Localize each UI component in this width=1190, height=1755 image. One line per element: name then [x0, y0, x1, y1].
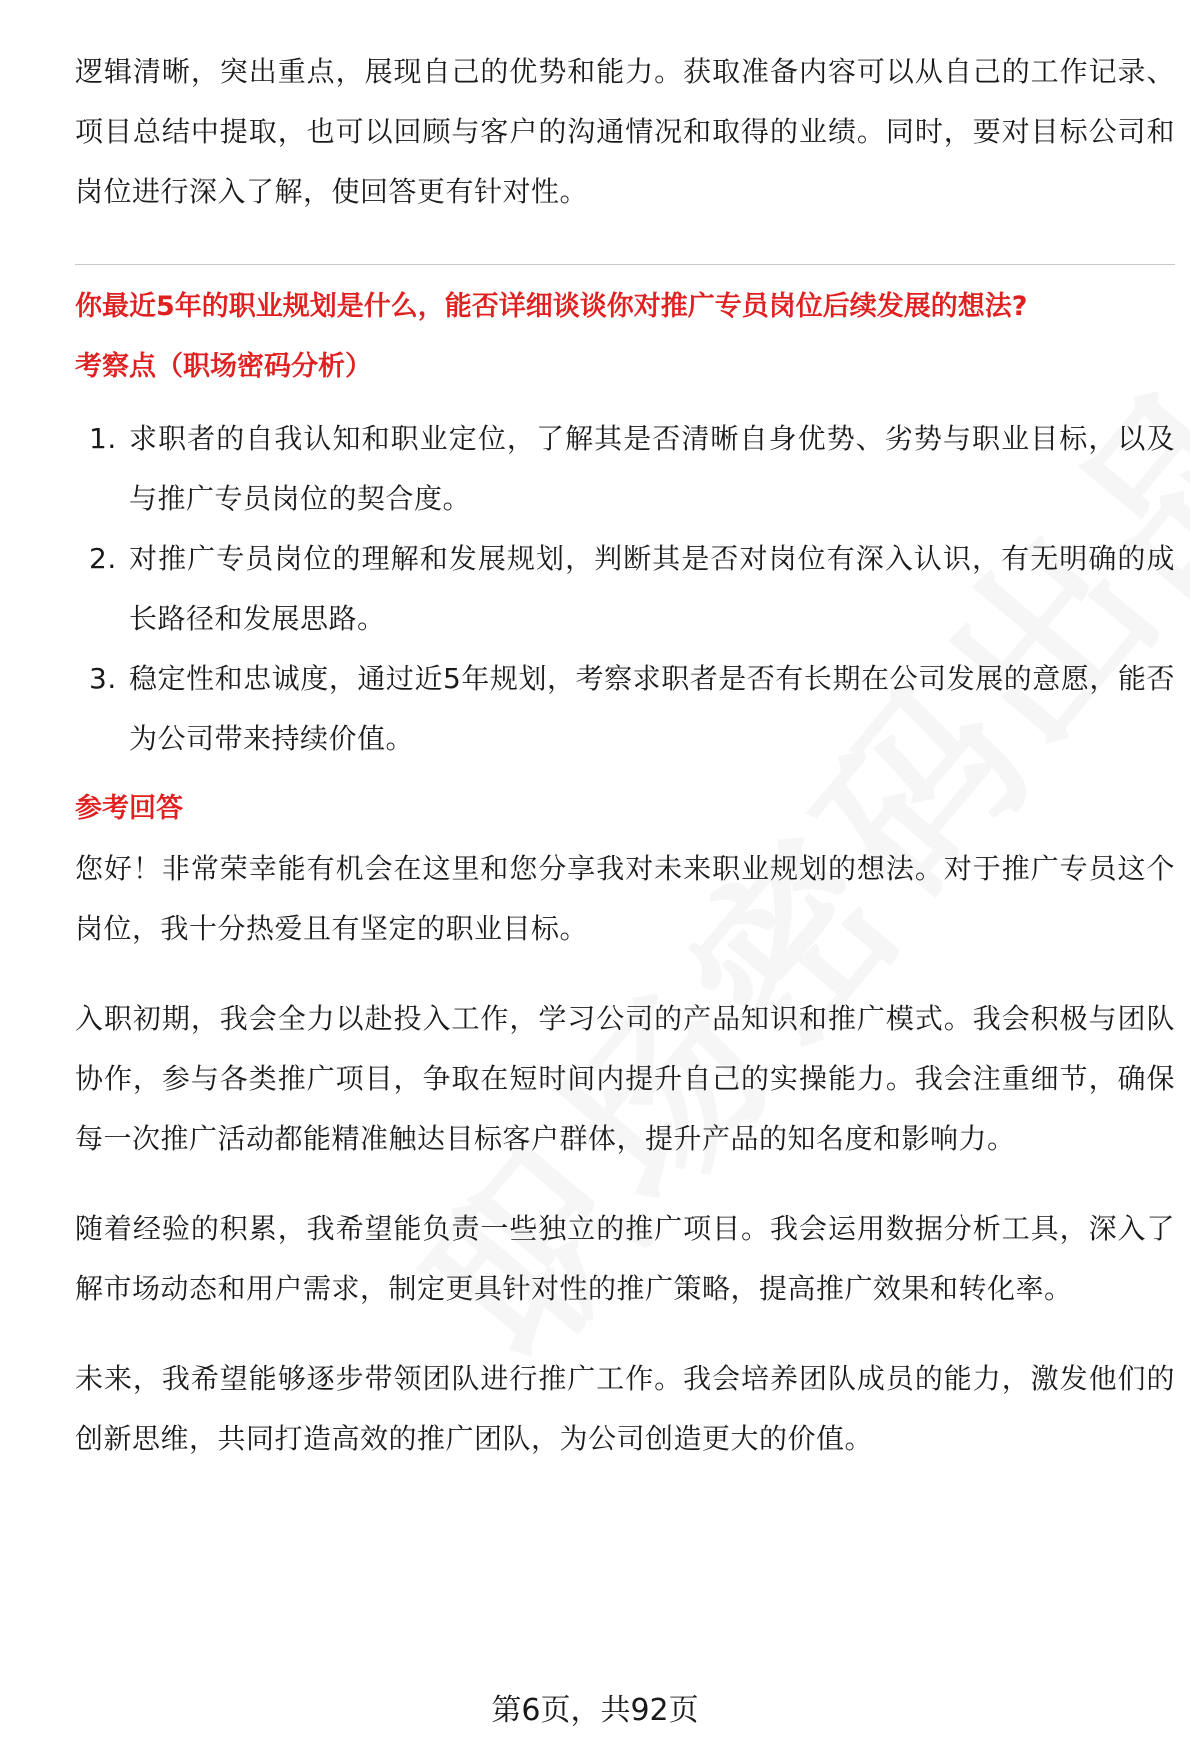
answer-paragraph: 随着经验的积累，我希望能负责一些独立的推广项目。我会运用数据分析工具，深入了解市场动态和用户需求，制定更具针对性的推广策略，提高推广效果和转化率。 — [75, 1212, 1175, 1305]
paragraph-gap — [75, 959, 1175, 989]
exam-points-list — [75, 409, 1175, 769]
paragraph-gap — [75, 1319, 1175, 1349]
intro-paragraph: 逻辑清晰，突出重点，展现自己的优势和能力。获取准备内容可以从自己的工作记录、项目总结中提取，也可以回顾与客户的沟通情况和取得的业绩。同时，要对目标公司和岗位进行深入了解，使回答更有针对性。 — [75, 55, 1175, 208]
list-item — [75, 409, 1175, 529]
paragraph-gap — [75, 1169, 1175, 1199]
interview-question: 你最近5年的职业规划是什么，能否详细谈谈你对推广专员岗位后续发展的想法? — [75, 291, 1028, 322]
answer-heading: 参考回答 — [75, 793, 183, 824]
answer-paragraph: 入职初期，我会全力以赴投入工作，学习公司的产品知识和推广模式。我会积极与团队协作，参与各类推广项目，争取在短时间内提升自己的实操能力。我会注重细节，确保每一次推广活动都能精准触达目标客户群体，提升产品的知名度和影响力。 — [75, 1002, 1175, 1155]
answer-paragraph: 未来，我希望能够逐步带领团队进行推广工作。我会培养团队成员的能力，激发他们的创新思维，共同打造高效的推广团队，为公司创造更大的价值。 — [75, 1362, 1175, 1455]
section-divider — [75, 264, 1175, 265]
list-item — [75, 529, 1175, 649]
list-item-number: 3. — [89, 662, 117, 695]
page-number-footer: 第6页，共92页 — [491, 1693, 699, 1728]
list-item-number: 1. — [89, 422, 117, 455]
document-page — [75, 42, 1175, 1469]
answer-paragraph: 您好！非常荣幸能有机会在这里和您分享我对未来职业规划的想法。对于推广专员这个岗位，我十分热爱且有坚定的职业目标。 — [75, 852, 1175, 945]
list-item-number: 2. — [89, 542, 117, 575]
list-item-text: 求职者的自我认知和职业定位，了解其是否清晰自身优势、劣势与职业目标，以及与推广专员岗位的契合度。 — [129, 422, 1175, 515]
list-item-text: 稳定性和忠诚度，通过近5年规划，考察求职者是否有长期在公司发展的意愿，能否为公司带来持续价值。 — [129, 662, 1175, 755]
exam-points-heading: 考察点（职场密码分析） — [75, 351, 372, 382]
list-item-text: 对推广专员岗位的理解和发展规划，判断其是否对岗位有深入认识，有无明确的成长路径和发展思路。 — [129, 542, 1175, 635]
list-item — [75, 649, 1175, 769]
